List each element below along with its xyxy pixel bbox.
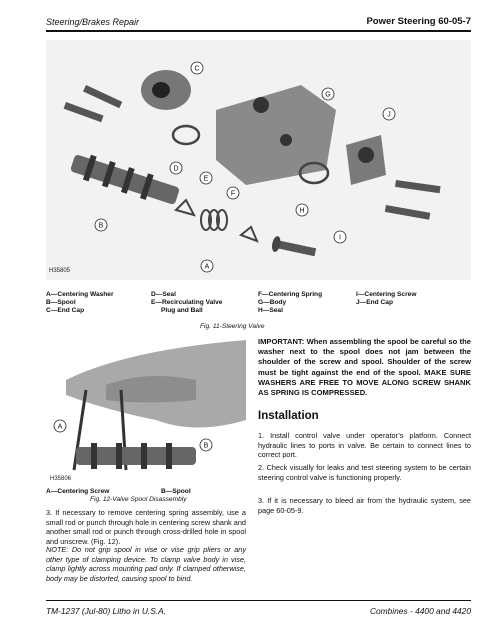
legend-item: D—Seal xyxy=(151,291,176,298)
install-step-3: 3. If it is necessary to bleed air from the hydraulic system, see page 60-05-9. xyxy=(258,496,471,515)
callout-a: A xyxy=(204,263,210,271)
install-step-1: 1. Install control valve under operator’s platform. Connect hydraulic lines to ports in valve. Be certain to connect lines to correct port. xyxy=(258,431,471,460)
footer-rule xyxy=(46,600,471,601)
photo-id-1: H35805 xyxy=(49,268,71,274)
header-rule xyxy=(46,30,471,32)
steering-valve-photo xyxy=(46,40,471,280)
running-header-right: Power Steering 60-05-7 xyxy=(366,16,471,27)
note-text: NOTE: Do not grip spool in vise or vise grip pliers or any other type of clamping device. To clamp valve body in vise, clamp lightly across mounting pad only. If clamped otherwise, body may be distorted, causing spool to bind. xyxy=(46,545,246,583)
legend-item: I—Centering Screw xyxy=(356,291,417,298)
legend-item: C—End Cap xyxy=(46,307,85,314)
callout-b: B xyxy=(203,442,209,450)
callout-d: D xyxy=(173,165,179,173)
callout-h: H xyxy=(299,207,305,215)
figure1-caption: Fig. 11-Steering Valve xyxy=(200,323,265,330)
legend-item: G—Body xyxy=(258,299,287,306)
legend-item: B—Spool xyxy=(46,299,76,306)
legend-item: B—Spool xyxy=(161,488,191,495)
footer-right: Combines - 4400 and 4420 xyxy=(369,606,471,616)
install-step-2: 2. Check visually for leaks and test steering system to be certain steering control valve is functioning properly. xyxy=(258,463,471,482)
callout-j: J xyxy=(387,111,391,119)
callout-e: E xyxy=(203,175,209,183)
important-notice: IMPORTANT: When assembling the spool be careful so the washer next to the spool does not jam between the shoulder of the screw and spool. Shoulder of the screw must be tight against the end of the spool. MAKE SURE WASHERS ARE FREE TO MOVE ALONG SCREW SHANK AS SPRING IS COMPRESSED. xyxy=(258,337,471,398)
legend-item: A—Centering Washer xyxy=(46,291,114,298)
legend-item: F—Centering Spring xyxy=(258,291,323,298)
step3-removal-text: 3. If necessary to remove centering spring assembly, use a small rod or punch through hole in centering screw shank and another small rod or punch through cross-drilled hole in spool and unscrew. (Fig. 12). xyxy=(46,508,246,546)
running-header-left: Steering/Brakes Repair xyxy=(46,17,140,27)
spool-disassembly-photo xyxy=(46,340,246,485)
figure2-caption: Fig. 12-Valve Spool Disassembly xyxy=(90,496,187,503)
legend-item: Plug and Ball xyxy=(161,307,203,314)
legend-item: H—Seal xyxy=(258,307,283,314)
figure2-legend xyxy=(46,488,246,495)
photo-id-2: H35806 xyxy=(50,476,72,482)
footer-left: TM-1237 (Jul-80) Litho in U.S.A. xyxy=(46,606,167,616)
legend-item: E—Recirculating Valve xyxy=(151,299,223,306)
callout-c: C xyxy=(194,65,200,73)
legend-item: A—Centering Screw xyxy=(46,488,110,495)
legend-item: J—End Cap xyxy=(356,299,394,306)
callout-g: G xyxy=(325,91,331,99)
callout-i: I xyxy=(339,234,341,242)
callout-f: F xyxy=(230,190,236,198)
callout-a: A xyxy=(57,423,63,431)
callout-b: B xyxy=(98,222,104,230)
installation-heading: Installation xyxy=(258,410,319,422)
